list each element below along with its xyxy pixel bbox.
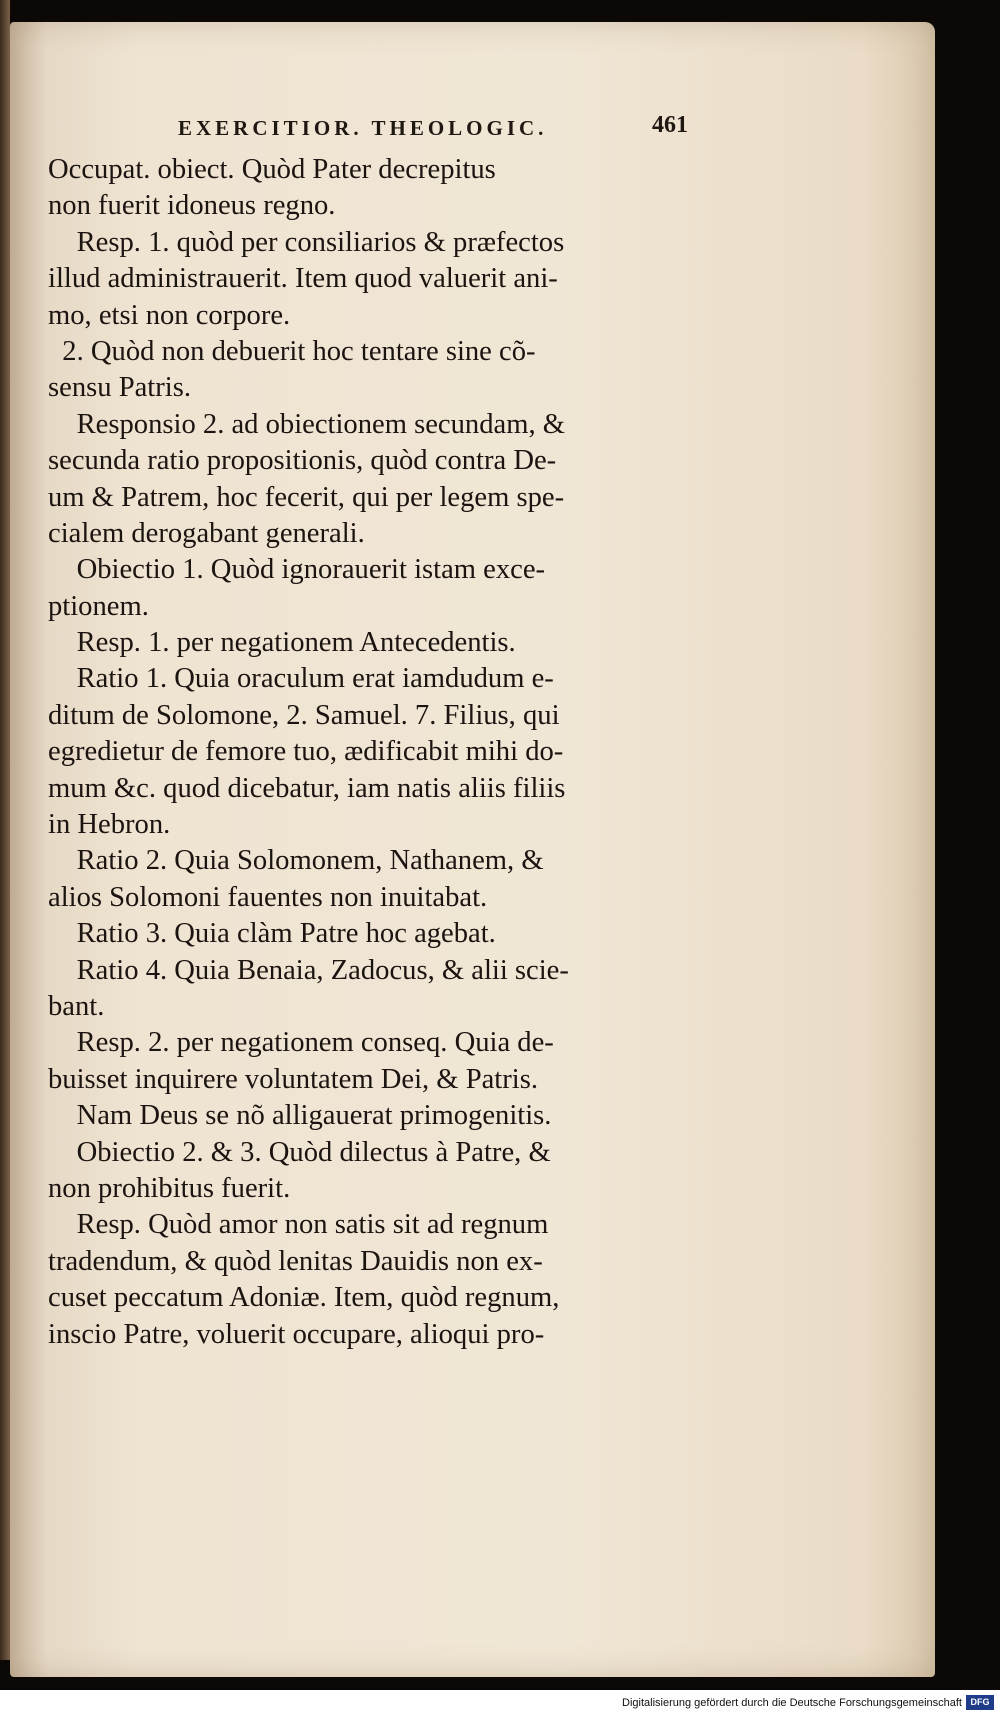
text-line: mo, etsi non corpore. [48, 299, 291, 331]
text-line: ptionem. [48, 590, 149, 622]
text-line: Responsio 2. ad obiectionem secundam, & [48, 408, 565, 440]
page-gutter-edge [0, 0, 10, 1660]
text-line: alios Solomoni fauentes non inuitabat. [48, 881, 488, 913]
text-line: Obiectio 1. Quòd ignorauerit istam exce- [48, 554, 546, 586]
text-line: Ratio 3. Quia clàm Patre hoc agebat. [48, 918, 496, 950]
text-line: in Hebron. [48, 809, 171, 841]
digitization-footer [0, 1690, 1000, 1718]
text-line: Occupat. obiect. Quòd Pater decrepitus [48, 154, 496, 185]
text-line: bant. [48, 990, 105, 1022]
text-line: cuset peccatum Adoniæ. Item, quòd regnum, [48, 1282, 560, 1314]
text-line: um & Patrem, hoc fecerit, qui per legem spe- [48, 481, 565, 513]
text-line: Ratio 4. Quia Benaia, Zadocus, & alii scie- [48, 954, 569, 986]
dfg-logo-icon: DFG [966, 1695, 994, 1710]
text-line: 2. Quòd non debuerit hoc tentare sine cõ- [48, 335, 536, 367]
body-text [48, 152, 688, 1353]
text-line: egredietur de femore tuo, ædificabit mihi do- [48, 736, 564, 768]
text-line: non prohibitus fuerit. [48, 1172, 291, 1204]
text-line: Ratio 1. Quia oraculum erat iamdudum e- [48, 663, 554, 695]
text-line: sensu Patris. [48, 372, 191, 404]
running-head: EXERCITIOR. THEOLOGIC. [178, 116, 548, 140]
text-line: Resp. Quòd amor non satis sit ad regnum [48, 1209, 549, 1241]
text-line: Resp. 2. per negationem conseq. Quia de- [48, 1027, 554, 1059]
text-line: Resp. 1. per negationem Antecedentis. [48, 627, 516, 659]
text-line: Obiectio 2. & 3. Quòd dilectus à Patre, & [48, 1136, 551, 1168]
text-line: tradendum, & quòd lenitas Dauidis non ex- [48, 1245, 543, 1277]
text-line: non fuerit idoneus regno. [48, 190, 336, 222]
text-line: Resp. 1. quòd per consiliarios & præfectos [48, 226, 565, 258]
text-line: mum &c. quod dicebatur, iam natis aliis filiis [48, 772, 566, 804]
book-page [10, 22, 935, 1677]
text-line: ditum de Solomone, 2. Samuel. 7. Filius, qui [48, 699, 560, 731]
text-line: buisset inquirere voluntatem Dei, & Patris. [48, 1063, 538, 1095]
funding-credit: Digitalisierung gefördert durch die Deutsche Forschungsgemeinschaft [622, 1697, 962, 1709]
text-line: Ratio 2. Quia Solomonem, Nathanem, & [48, 845, 544, 877]
text-line: Nam Deus se nõ alligauerat primogenitis. [48, 1100, 552, 1132]
text-line: cialem derogabant generali. [48, 517, 365, 549]
text-line: illud administrauerit. Item quod valuerit ani- [48, 263, 558, 295]
page-number: 461 [652, 112, 688, 138]
text-line: secunda ratio propositionis, quòd contra De- [48, 445, 557, 477]
text-line: inscio Patre, voluerit occupare, alioqui pro- [48, 1318, 545, 1350]
